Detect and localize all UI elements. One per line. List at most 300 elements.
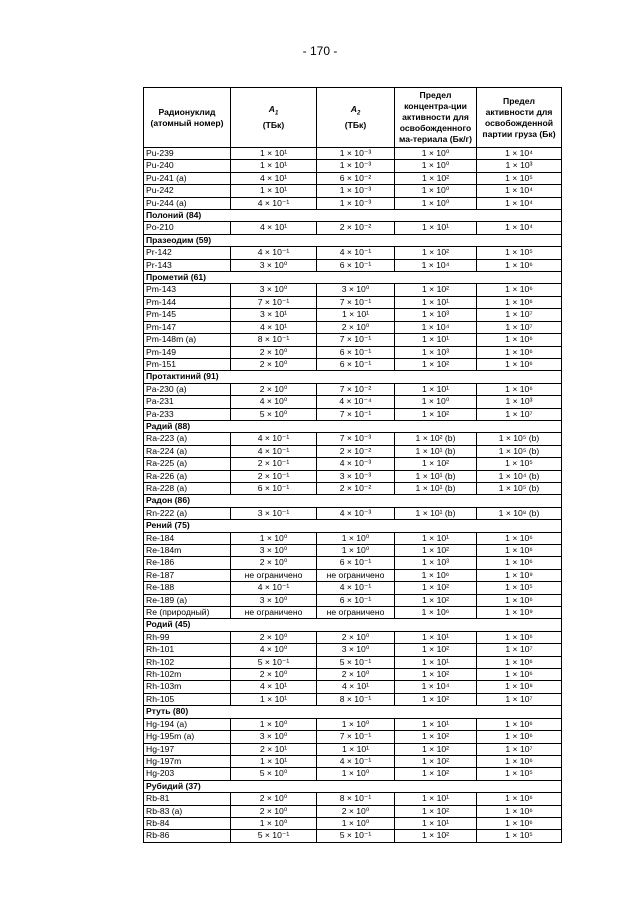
activity-limit-cell: 1 × 10³	[477, 396, 562, 408]
table-row	[144, 160, 562, 172]
a2-cell: 4 × 10⁻¹	[317, 755, 395, 767]
concentration-limit-cell: 1 × 10¹	[395, 383, 477, 395]
nuclide-cell: Rh-105	[144, 693, 231, 705]
concentration-limit-cell: 1 × 10¹	[395, 296, 477, 308]
table-row	[144, 148, 562, 160]
activity-limit-cell: 1 × 10⁶	[477, 594, 562, 606]
activity-limit-cell: 1 × 10⁴	[477, 222, 562, 234]
nuclide-cell: Rh-102	[144, 656, 231, 668]
element-group-row	[144, 780, 562, 792]
table-row	[144, 470, 562, 482]
activity-limit-cell: 1 × 10⁵	[477, 247, 562, 259]
concentration-limit-cell: 1 × 10²	[395, 172, 477, 184]
element-group-label: Протактиний (91)	[144, 371, 562, 383]
concentration-limit-cell: 1 × 10²	[395, 693, 477, 705]
table-row	[144, 594, 562, 606]
activity-limit-cell: 1 × 10⁶	[477, 346, 562, 358]
activity-limit-cell: 1 × 10⁷	[477, 321, 562, 333]
activity-limit-cell: 1 × 10⁹	[477, 569, 562, 581]
activity-limit-cell: 1 × 10⁵ (b)	[477, 482, 562, 494]
nuclide-cell: Pa-230 (a)	[144, 383, 231, 395]
element-group-label: Радий (88)	[144, 420, 562, 432]
a1-cell: 2 × 10⁰	[231, 358, 317, 370]
table-row	[144, 582, 562, 594]
a2-cell: 6 × 10⁻²	[317, 172, 395, 184]
a1-cell: 3 × 10⁰	[231, 259, 317, 271]
table-row	[144, 334, 562, 346]
table-row	[144, 557, 562, 569]
nuclide-cell: Rb-81	[144, 793, 231, 805]
a1-cell: 1 × 10¹	[231, 160, 317, 172]
element-group-label: Празеодим (59)	[144, 234, 562, 246]
a2-cell: 6 × 10⁻¹	[317, 358, 395, 370]
nuclide-cell: Re-187	[144, 569, 231, 581]
nuclide-cell: Pr-142	[144, 247, 231, 259]
header-concentration-limit: Предел концентра-ции активности для освобожденного ма-териала (Бк/г)	[395, 88, 477, 148]
a2-cell: 1 × 10⁰	[317, 817, 395, 829]
activity-limit-cell: 1 × 10⁸ (b)	[477, 507, 562, 519]
a2-cell: 2 × 10⁰	[317, 805, 395, 817]
a2-cell: 1 × 10⁻³	[317, 185, 395, 197]
nuclide-cell: Hg-197	[144, 743, 231, 755]
activity-limit-cell: 1 × 10⁶	[477, 731, 562, 743]
a2-cell: 3 × 10⁻³	[317, 470, 395, 482]
a1-cell: 1 × 10⁰	[231, 718, 317, 730]
nuclide-cell: Rh-101	[144, 644, 231, 656]
concentration-limit-cell: 1 × 10²	[395, 247, 477, 259]
a1-cell: 3 × 10⁰	[231, 594, 317, 606]
header-a1-symbol: A	[268, 104, 275, 115]
concentration-limit-cell: 1 × 10²	[395, 805, 477, 817]
table-row	[144, 383, 562, 395]
table-row	[144, 247, 562, 259]
a1-cell: 3 × 10⁰	[231, 545, 317, 557]
a2-cell: 6 × 10⁻¹	[317, 557, 395, 569]
a1-cell: 4 × 10⁰	[231, 396, 317, 408]
nuclide-cell: Hg-203	[144, 768, 231, 780]
a1-cell: 6 × 10⁻¹	[231, 482, 317, 494]
element-group-row	[144, 619, 562, 631]
nuclide-cell: Po-210	[144, 222, 231, 234]
table-row	[144, 545, 562, 557]
table-row	[144, 259, 562, 271]
a2-cell: 2 × 10⁻²	[317, 445, 395, 457]
concentration-limit-cell: 1 × 10¹ (b)	[395, 470, 477, 482]
a1-cell: 4 × 10¹	[231, 172, 317, 184]
activity-limit-cell: 1 × 10⁶	[477, 793, 562, 805]
concentration-limit-cell: 1 × 10²	[395, 669, 477, 681]
table-row	[144, 755, 562, 767]
table-row	[144, 830, 562, 842]
concentration-limit-cell: 1 × 10⁴	[395, 321, 477, 333]
concentration-limit-cell: 1 × 10⁶	[395, 607, 477, 619]
activity-limit-cell: 1 × 10⁶	[477, 545, 562, 557]
element-group-row	[144, 272, 562, 284]
a1-cell: 2 × 10⁻¹	[231, 458, 317, 470]
a1-cell: не ограничено	[231, 569, 317, 581]
element-group-label: Рубидий (37)	[144, 780, 562, 792]
nuclide-cell: Re (природный)	[144, 607, 231, 619]
a1-cell: 1 × 10⁰	[231, 817, 317, 829]
a1-cell: 4 × 10¹	[231, 222, 317, 234]
a1-cell: 3 × 10⁰	[231, 284, 317, 296]
a2-cell: 4 × 10⁻⁴	[317, 396, 395, 408]
a1-cell: 2 × 10⁰	[231, 805, 317, 817]
table-row	[144, 284, 562, 296]
a1-cell: 4 × 10⁻¹	[231, 582, 317, 594]
nuclide-cell: Rb-86	[144, 830, 231, 842]
a2-cell: 8 × 10⁻¹	[317, 693, 395, 705]
element-group-row	[144, 210, 562, 222]
table-row	[144, 321, 562, 333]
concentration-limit-cell: 1 × 10¹	[395, 817, 477, 829]
concentration-limit-cell: 1 × 10¹	[395, 532, 477, 544]
concentration-limit-cell: 1 × 10¹	[395, 656, 477, 668]
activity-limit-cell: 1 × 10⁹	[477, 607, 562, 619]
nuclide-cell: Pm-149	[144, 346, 231, 358]
element-group-label: Полоний (84)	[144, 210, 562, 222]
header-a2	[317, 88, 395, 148]
a1-cell: 1 × 10¹	[231, 185, 317, 197]
element-group-row	[144, 420, 562, 432]
a2-cell: 1 × 10⁰	[317, 545, 395, 557]
nuclide-cell: Pu-240	[144, 160, 231, 172]
a1-cell: 3 × 10⁻¹	[231, 507, 317, 519]
concentration-limit-cell: 1 × 10²	[395, 768, 477, 780]
a1-cell: 1 × 10¹	[231, 148, 317, 160]
a1-cell: 3 × 10⁰	[231, 731, 317, 743]
nuclide-cell: Pm-143	[144, 284, 231, 296]
activity-limit-cell: 1 × 10⁶	[477, 284, 562, 296]
a1-cell: 5 × 10⁻¹	[231, 830, 317, 842]
nuclide-cell: Rb-83 (a)	[144, 805, 231, 817]
a2-cell: 7 × 10⁻²	[317, 383, 395, 395]
a1-cell: 3 × 10¹	[231, 309, 317, 321]
activity-limit-cell: 1 × 10⁷	[477, 408, 562, 420]
concentration-limit-cell: 1 × 10²	[395, 743, 477, 755]
a1-cell: 2 × 10⁰	[231, 669, 317, 681]
a1-cell: 7 × 10⁻¹	[231, 296, 317, 308]
a2-cell: 3 × 10⁰	[317, 644, 395, 656]
activity-limit-cell: 1 × 10⁷	[477, 644, 562, 656]
concentration-limit-cell: 1 × 10⁰	[395, 148, 477, 160]
nuclide-cell: Re-189 (a)	[144, 594, 231, 606]
table-row	[144, 669, 562, 681]
concentration-limit-cell: 1 × 10¹	[395, 334, 477, 346]
activity-limit-cell: 1 × 10⁵	[477, 458, 562, 470]
element-group-label: Ртуть (80)	[144, 706, 562, 718]
activity-limit-cell: 1 × 10⁶	[477, 718, 562, 730]
a2-cell: 6 × 10⁻¹	[317, 259, 395, 271]
a1-cell: 4 × 10⁻¹	[231, 445, 317, 457]
table-row	[144, 768, 562, 780]
table-row	[144, 433, 562, 445]
a1-cell: 5 × 10⁻¹	[231, 656, 317, 668]
activity-limit-cell: 1 × 10⁶	[477, 805, 562, 817]
concentration-limit-cell: 1 × 10²	[395, 644, 477, 656]
nuclide-cell: Hg-197m	[144, 755, 231, 767]
concentration-limit-cell: 1 × 10⁴	[395, 681, 477, 693]
element-group-row	[144, 234, 562, 246]
header-a1	[231, 88, 317, 148]
concentration-limit-cell: 1 × 10²	[395, 755, 477, 767]
activity-limit-cell: 1 × 10⁵ (b)	[477, 445, 562, 457]
a1-cell: 8 × 10⁻¹	[231, 334, 317, 346]
a1-cell: не ограничено	[231, 607, 317, 619]
a1-cell: 2 × 10⁻¹	[231, 470, 317, 482]
nuclide-cell: Re-184m	[144, 545, 231, 557]
table-row	[144, 793, 562, 805]
table-row	[144, 358, 562, 370]
nuclide-cell: Ra-223 (a)	[144, 433, 231, 445]
concentration-limit-cell: 1 × 10¹	[395, 222, 477, 234]
table-row	[144, 532, 562, 544]
activity-limit-cell: 1 × 10⁵	[477, 582, 562, 594]
radionuclide-table	[143, 87, 562, 843]
table-row	[144, 346, 562, 358]
activity-limit-cell: 1 × 10⁵	[477, 768, 562, 780]
a2-cell: 3 × 10⁰	[317, 284, 395, 296]
a1-cell: 2 × 10⁰	[231, 383, 317, 395]
nuclide-cell: Pu-239	[144, 148, 231, 160]
a2-cell: 6 × 10⁻¹	[317, 594, 395, 606]
table-row	[144, 607, 562, 619]
nuclide-cell: Rh-99	[144, 631, 231, 643]
table-row	[144, 172, 562, 184]
element-group-label: Прометий (61)	[144, 272, 562, 284]
concentration-limit-cell: 1 × 10⁰	[395, 396, 477, 408]
a1-cell: 4 × 10⁰	[231, 644, 317, 656]
table-row	[144, 718, 562, 730]
activity-limit-cell: 1 × 10⁴	[477, 148, 562, 160]
nuclide-cell: Hg-195m (a)	[144, 731, 231, 743]
nuclide-cell: Re-186	[144, 557, 231, 569]
nuclide-cell: Ra-228 (a)	[144, 482, 231, 494]
a2-cell: 4 × 10⁻¹	[317, 247, 395, 259]
concentration-limit-cell: 1 × 10²	[395, 830, 477, 842]
a2-cell: 4 × 10⁻¹	[317, 582, 395, 594]
concentration-limit-cell: 1 × 10¹	[395, 631, 477, 643]
a1-cell: 5 × 10⁰	[231, 408, 317, 420]
a1-cell: 4 × 10⁻¹	[231, 433, 317, 445]
a1-cell: 5 × 10⁰	[231, 768, 317, 780]
a2-cell: не ограничено	[317, 607, 395, 619]
a2-cell: 2 × 10⁻²	[317, 482, 395, 494]
nuclide-cell: Pa-231	[144, 396, 231, 408]
a1-cell: 2 × 10⁰	[231, 346, 317, 358]
a1-cell: 1 × 10¹	[231, 755, 317, 767]
activity-limit-cell: 1 × 10⁴ (b)	[477, 470, 562, 482]
element-group-row	[144, 371, 562, 383]
nuclide-cell: Pm-147	[144, 321, 231, 333]
concentration-limit-cell: 1 × 10⁰	[395, 160, 477, 172]
concentration-limit-cell: 1 × 10¹	[395, 793, 477, 805]
table-row	[144, 445, 562, 457]
a2-cell: 2 × 10⁰	[317, 669, 395, 681]
a1-cell: 4 × 10¹	[231, 681, 317, 693]
table-row	[144, 296, 562, 308]
table-row	[144, 185, 562, 197]
concentration-limit-cell: 1 × 10³	[395, 557, 477, 569]
nuclide-cell: Hg-194 (a)	[144, 718, 231, 730]
table-row	[144, 805, 562, 817]
a1-cell: 2 × 10⁰	[231, 631, 317, 643]
activity-limit-cell: 1 × 10⁶	[477, 631, 562, 643]
nuclide-cell: Rh-103m	[144, 681, 231, 693]
a1-cell: 1 × 10⁰	[231, 532, 317, 544]
a1-cell: 2 × 10¹	[231, 743, 317, 755]
table-row	[144, 693, 562, 705]
activity-limit-cell: 1 × 10³	[477, 160, 562, 172]
table-row	[144, 743, 562, 755]
element-group-label: Радон (86)	[144, 495, 562, 507]
nuclide-cell: Rn-222 (a)	[144, 507, 231, 519]
concentration-limit-cell: 1 × 10¹ (b)	[395, 445, 477, 457]
nuclide-cell: Rb-84	[144, 817, 231, 829]
a2-cell: 6 × 10⁻¹	[317, 346, 395, 358]
concentration-limit-cell: 1 × 10¹ (b)	[395, 482, 477, 494]
activity-limit-cell: 1 × 10⁶	[477, 259, 562, 271]
concentration-limit-cell: 1 × 10² (b)	[395, 433, 477, 445]
activity-limit-cell: 1 × 10⁶	[477, 817, 562, 829]
a2-cell: 1 × 10⁻³	[317, 160, 395, 172]
nuclide-cell: Pm-144	[144, 296, 231, 308]
concentration-limit-cell: 1 × 10⁰	[395, 185, 477, 197]
a2-cell: 7 × 10⁻³	[317, 433, 395, 445]
activity-limit-cell: 1 × 10⁷	[477, 743, 562, 755]
nuclide-cell: Pu-244 (a)	[144, 197, 231, 209]
nuclide-cell: Re-184	[144, 532, 231, 544]
concentration-limit-cell: 1 × 10³	[395, 309, 477, 321]
concentration-limit-cell: 1 × 10²	[395, 582, 477, 594]
table-row	[144, 644, 562, 656]
concentration-limit-cell: 1 × 10²	[395, 594, 477, 606]
concentration-limit-cell: 1 × 10⁰	[395, 197, 477, 209]
a2-cell: 1 × 10⁻³	[317, 148, 395, 160]
table-row	[144, 309, 562, 321]
a2-cell: 5 × 10⁻¹	[317, 830, 395, 842]
a2-cell: 2 × 10⁰	[317, 631, 395, 643]
header-a1-unit: (ТБк)	[262, 119, 285, 130]
activity-limit-cell: 1 × 10⁸	[477, 681, 562, 693]
a2-cell: 1 × 10¹	[317, 309, 395, 321]
table-row	[144, 458, 562, 470]
nuclide-cell: Pm-145	[144, 309, 231, 321]
a2-cell: 2 × 10⁰	[317, 321, 395, 333]
activity-limit-cell: 1 × 10⁵	[477, 172, 562, 184]
activity-limit-cell: 1 × 10⁶	[477, 296, 562, 308]
table-row	[144, 507, 562, 519]
nuclide-cell: Rh-102m	[144, 669, 231, 681]
table-row	[144, 817, 562, 829]
a2-cell: 2 × 10⁻²	[317, 222, 395, 234]
table-row	[144, 656, 562, 668]
activity-limit-cell: 1 × 10⁶	[477, 669, 562, 681]
a2-cell: 7 × 10⁻¹	[317, 334, 395, 346]
table-row	[144, 681, 562, 693]
nuclide-cell: Pu-242	[144, 185, 231, 197]
concentration-limit-cell: 1 × 10²	[395, 408, 477, 420]
a2-cell: 7 × 10⁻¹	[317, 296, 395, 308]
nuclide-cell: Pm-151	[144, 358, 231, 370]
table-row	[144, 731, 562, 743]
element-group-label: Рений (75)	[144, 520, 562, 532]
a2-cell: 1 × 10⁰	[317, 718, 395, 730]
element-group-row	[144, 495, 562, 507]
page-number: - 170 -	[302, 44, 338, 58]
a2-cell: 1 × 10⁻³	[317, 197, 395, 209]
activity-limit-cell: 1 × 10⁶	[477, 358, 562, 370]
activity-limit-cell: 1 × 10⁷	[477, 693, 562, 705]
a2-cell: 4 × 10⁻³	[317, 507, 395, 519]
activity-limit-cell: 1 × 10⁶	[477, 383, 562, 395]
a2-cell: 1 × 10¹	[317, 743, 395, 755]
nuclide-cell: Ra-226 (a)	[144, 470, 231, 482]
table-row	[144, 631, 562, 643]
table-row	[144, 482, 562, 494]
a2-cell: 5 × 10⁻¹	[317, 656, 395, 668]
concentration-limit-cell: 1 × 10²	[395, 731, 477, 743]
activity-limit-cell: 1 × 10⁶	[477, 557, 562, 569]
table-row	[144, 569, 562, 581]
a1-cell: 1 × 10¹	[231, 693, 317, 705]
activity-limit-cell: 1 × 10⁶	[477, 334, 562, 346]
a2-cell: 7 × 10⁻¹	[317, 731, 395, 743]
table-body	[144, 148, 562, 843]
a1-cell: 2 × 10⁰	[231, 793, 317, 805]
nuclide-cell: Pm-148m (a)	[144, 334, 231, 346]
activity-limit-cell: 1 × 10⁴	[477, 197, 562, 209]
header-a2-subscript: 2	[356, 110, 361, 117]
concentration-limit-cell: 1 × 10²	[395, 284, 477, 296]
activity-limit-cell: 1 × 10⁶	[477, 755, 562, 767]
nuclide-cell: Pr-143	[144, 259, 231, 271]
activity-limit-cell: 1 × 10⁴	[477, 185, 562, 197]
activity-limit-cell: 1 × 10⁵ (b)	[477, 433, 562, 445]
table-row	[144, 197, 562, 209]
a1-cell: 4 × 10⁻¹	[231, 247, 317, 259]
activity-limit-cell: 1 × 10⁶	[477, 532, 562, 544]
header-a2-unit: (ТБк)	[344, 119, 367, 130]
table-row	[144, 222, 562, 234]
concentration-limit-cell: 1 × 10²	[395, 458, 477, 470]
header-a2-symbol: A	[350, 104, 357, 115]
a2-cell: 1 × 10⁰	[317, 532, 395, 544]
activity-limit-cell: 1 × 10⁶	[477, 656, 562, 668]
nuclide-cell: Pa-233	[144, 408, 231, 420]
a2-cell: 4 × 10⁻³	[317, 458, 395, 470]
activity-limit-cell: 1 × 10⁵	[477, 830, 562, 842]
nuclide-cell: Ra-225 (a)	[144, 458, 231, 470]
element-group-row	[144, 520, 562, 532]
concentration-limit-cell: 1 × 10²	[395, 358, 477, 370]
a1-cell: 4 × 10⁻¹	[231, 197, 317, 209]
table-row	[144, 396, 562, 408]
concentration-limit-cell: 1 × 10⁶	[395, 569, 477, 581]
a2-cell: 1 × 10⁰	[317, 768, 395, 780]
nuclide-cell: Pu-241 (a)	[144, 172, 231, 184]
concentration-limit-cell: 1 × 10¹ (b)	[395, 507, 477, 519]
a1-cell: 4 × 10¹	[231, 321, 317, 333]
header-a1-subscript: 1	[274, 110, 279, 117]
concentration-limit-cell: 1 × 10³	[395, 346, 477, 358]
header-nuclide: Радионуклид (атомный номер)	[144, 88, 231, 148]
a2-cell: 8 × 10⁻¹	[317, 793, 395, 805]
concentration-limit-cell: 1 × 10¹	[395, 718, 477, 730]
a1-cell: 2 × 10⁰	[231, 557, 317, 569]
nuclide-cell: Ra-224 (a)	[144, 445, 231, 457]
table-row	[144, 408, 562, 420]
